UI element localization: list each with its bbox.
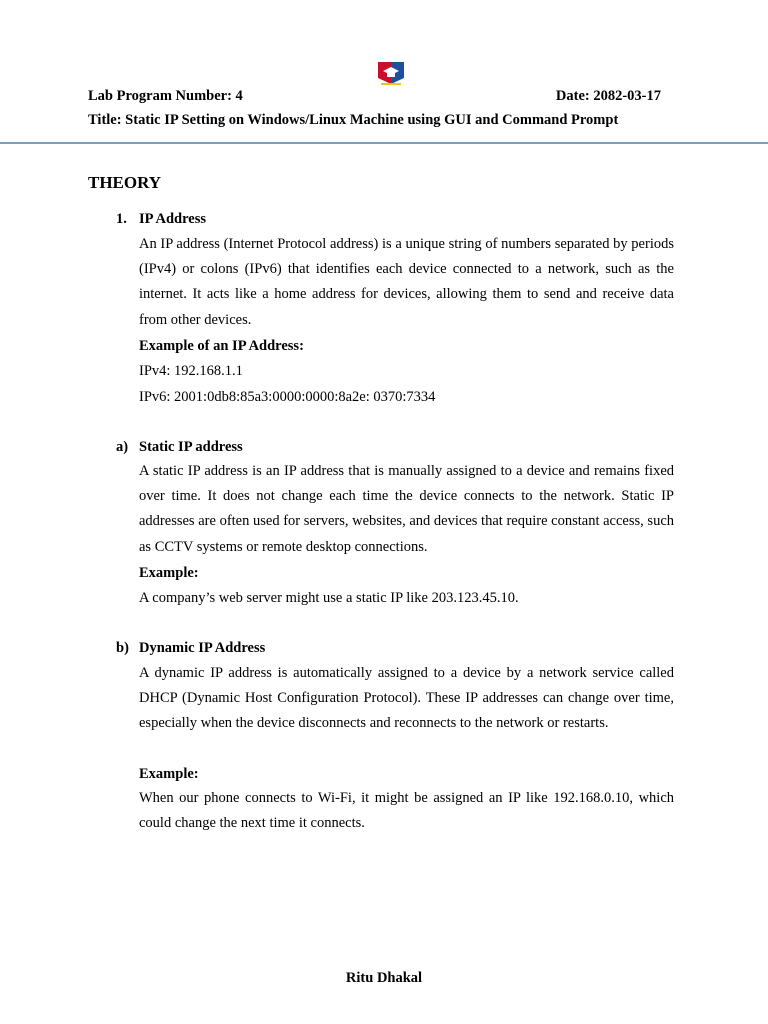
lab-title: Title: Static IP Setting on Windows/Linux Machine using GUI and Command Prompt [88, 112, 619, 128]
list-marker: 1. [116, 211, 127, 227]
ipv6-example: IPv6: 2001:0db8:85a3:0000:0000:8a2e: 0370:7334 [139, 389, 436, 405]
lab-program-number: Lab Program Number: 4 [88, 88, 243, 104]
example-label: Example: [139, 565, 199, 581]
section-title: Dynamic IP Address [139, 640, 266, 656]
example-label: Example of an IP Address: [139, 338, 304, 354]
section-static-ip-heading [116, 439, 243, 456]
section-title: IP Address [139, 211, 207, 227]
section-ip-address-heading [116, 211, 206, 228]
ipv4-example: IPv4: 192.168.1.1 [139, 363, 243, 379]
list-marker: a) [116, 439, 129, 455]
static-ip-example: A company’s web server might use a static IP like 203.123.45.10. [139, 590, 519, 606]
section-title: Static IP address [139, 439, 243, 455]
header-divider [0, 142, 768, 144]
section-dynamic-ip-heading [116, 640, 265, 657]
lab-date: Date: 2082-03-17 [555, 88, 661, 104]
ip-address-paragraph: An IP address (Internet Protocol address) is a unique string of numbers separated by periods (IPv4) or colons (IPv6) that identifies each device connected to a network, such as the internet. It acts like a home address for devices, allowing them to send and receive data from other devices. [139, 236, 674, 328]
static-ip-paragraph: A static IP address is an IP address that is manually assigned to a device and remains fixed over time. It does not change each time the device connects to the network. Static IP addresses are often used for servers, websites, and devices that require constant access, such as CCTV systems or remote desktop connections. [139, 463, 674, 555]
theory-heading: THEORY [88, 173, 162, 192]
example-label: Example: [139, 766, 199, 782]
footer-author: Ritu Dhakal [345, 970, 423, 986]
dynamic-ip-example: When our phone connects to Wi-Fi, it might be assigned an IP like 192.168.0.10, which could change the next time it connects. [139, 790, 674, 832]
list-marker: b) [116, 640, 129, 656]
college-crest-icon [376, 60, 406, 88]
dynamic-ip-paragraph: A dynamic IP address is automatically assigned to a device by a network service called DHCP (Dynamic Host Configuration Protocol). These IP addresses can change over time, especially when the device disconnects and reconnects to the network or restarts. [139, 665, 674, 732]
